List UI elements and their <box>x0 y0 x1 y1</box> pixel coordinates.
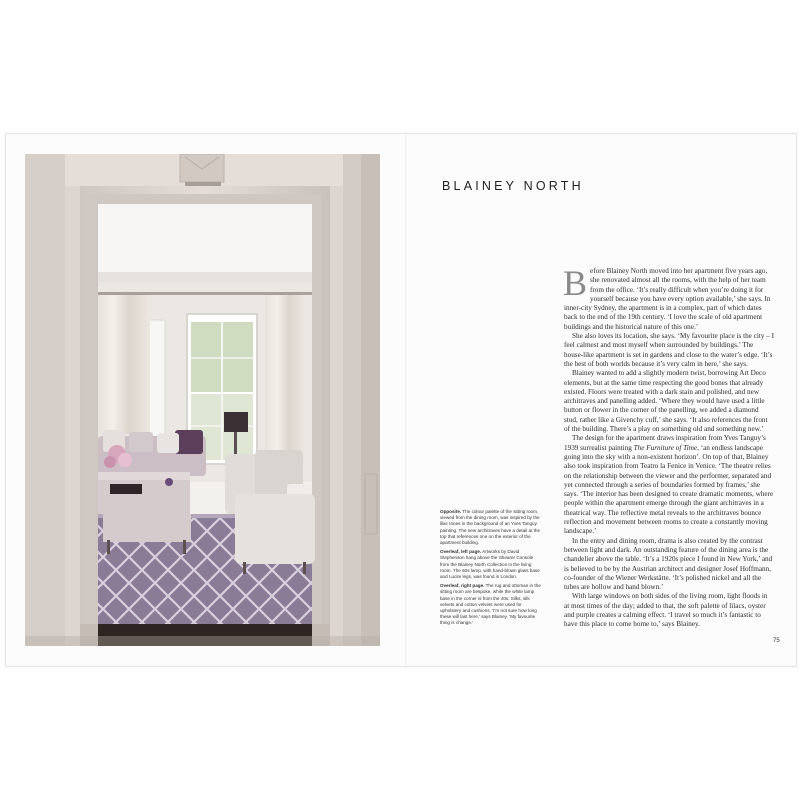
caption-overleaf-right <box>440 583 542 626</box>
paragraph-text: efore Blainey North moved into her apartment five years ago, she renovated almost all the rooms, with the help of her team from the office. ‘It’s really difficult when you’re doing it for yourself because you have every option available,’ she says. In inner-city Sydney, the apartment is in a complex, part of which dates back to the end of the 19th century. ‘I love the scale of old apartment buildings and the historical nature of this one.’ <box>564 267 771 331</box>
paragraph-text: , ‘an endless landscape going into the sky with a non-existent horizon’. On top of that, Blainey also took inspiration from Teatro la Fenice in Venice. ‘The theatre relies on the relationship between the viewer and the performer, separated and yet connected through a series of boundaries formed by frames,’ she says. ‘The interior has been designed to create dramatic moments, where people within the apartment emerge through the giant architraves in a theatrical way. The reflective metal reveals to the architraves bounce reflection and movement between rooms to create a constantly moving landscape.’ <box>564 443 774 536</box>
caption-label: Overleaf, left page. <box>440 549 482 555</box>
paragraph-5: In the entry and dining room, drama is also created by the contrast between light and dark. An outstanding feature of the dining area is the chandelier above the table. ‘It’s a 1920s piece I found in New York,’ and is believed to be by the Austrian architect and designer Josef Hoffmann, co-founder of the Wiener Werkstätte. ‘It’s polished nickel and all the tubes are hollow and hand blown.’ <box>564 536 773 592</box>
drop-cap: B <box>563 263 588 303</box>
paragraph-text: The design for the apartment draws inspiration from Yves Tanguy’s 1939 surrealist painting <box>564 434 766 452</box>
sitting-room-illustration <box>25 154 380 646</box>
paragraph-1 <box>563 263 774 332</box>
paragraph-3: Blainey wanted to add a slightly modern twist, borrowing Art Deco elements, but at the same time respecting the good bones that already existed. Floors were treated with a dark stain and polished, and new architraves and panelling added. ‘Where they would have used a little button or flower in the corner of the panelling, we added a diamond stud, rather like a Givenchy cuff,’ she says. ‘It also references the front of the building. There’s a play on something old and something new.’ <box>564 369 768 434</box>
paragraph-2: She also loves its location, she says. ‘My favourite place is the city – I feel calmest and most myself when surrounded by buildings.’ The house-like apartment is set in gardens and close to the water’s edge. ‘It’s the best of both worlds because it’s very calm in here,’ she says. <box>564 332 775 368</box>
caption-text: The colour palette of the sitting room, viewed from the dining room, was inspired by the lilac tones in the background of an Yves Tanguy painting. The new architraves have a detail at the top that references one on the exterior of the apartment building. <box>440 509 541 546</box>
paragraph-6: With large windows on both sides of the living room, light floods in at most times of the day; added to that, the soft palette of lilacs, oyster and purple creates a calming effect. ‘I travel so much it’s fantastic to have this place to come home to,’ says Blainey. <box>564 592 768 629</box>
caption-overleaf-left <box>440 549 542 580</box>
page-gutter <box>405 134 407 666</box>
interior-photograph <box>25 154 380 646</box>
caption-opposite <box>440 509 542 546</box>
caption-text: The rug and ottoman in the sitting room are bespoke, while the white lamp base in the corner is from the 40s. Silks, silk velvets and cotton velvets were used for upholstery and cushions. ‘I’m not sure how long these will last here,’ says Blainey. ‘My favourite thing is change.’ <box>440 583 541 626</box>
caption-label: Opposite. <box>440 509 462 514</box>
paragraph-4 <box>564 434 774 536</box>
magazine-spread <box>5 133 797 667</box>
caption-label: Overleaf, right page. <box>440 583 485 589</box>
painting-title: The Furniture of Time <box>633 443 698 452</box>
article-heading: BLAINEY NORTH <box>442 179 584 193</box>
photo-caption <box>440 509 542 630</box>
page-number: 75 <box>773 638 780 644</box>
article-body <box>563 263 775 630</box>
caption-text: Artworks by David Stephenson hang above the Shearer Console from the Blainey North Collection in the living room. The 60s lamp, with hand-blown glass base and Lucite legs, was found in London. <box>440 549 540 580</box>
